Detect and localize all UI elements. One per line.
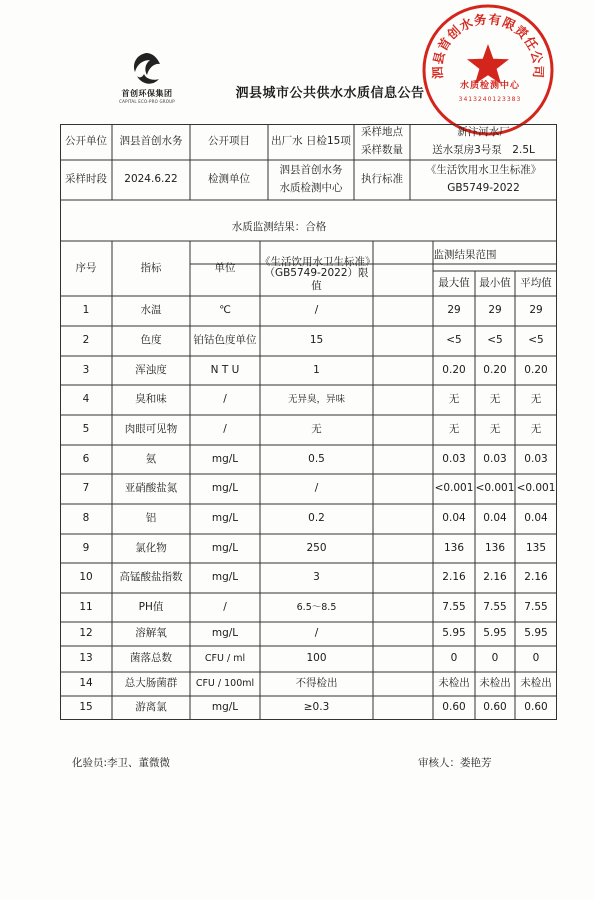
row-avg: 0.04 [524, 512, 548, 525]
sampling-time-value: 2024.6.22 [124, 173, 178, 186]
qty-label: 采样数量 [361, 144, 403, 157]
row-limit: 250 [306, 541, 327, 554]
row-item: 肉眼可见物 [124, 423, 178, 436]
row-min: 无 [489, 393, 501, 406]
row-unit: / [223, 600, 227, 613]
row-no: 6 [82, 452, 90, 465]
row-limit: 6.5～8.5 [296, 601, 337, 613]
row-item: 菌落总数 [130, 652, 172, 665]
row-limit: 不得检出 [295, 677, 338, 690]
official-seal [418, 0, 558, 140]
row-max: 未检出 [438, 677, 470, 690]
row-unit: CFU / 100ml [195, 678, 255, 690]
header-unit: 单位 [214, 261, 236, 274]
disclose-unit-label: 公开单位 [65, 135, 107, 148]
row-no: 4 [82, 393, 90, 406]
row-item: 高锰酸盐指数 [119, 571, 183, 584]
row-no: 2 [82, 334, 90, 347]
row-limit: ≥0.3 [303, 701, 330, 714]
row-unit: mg/L [211, 541, 239, 554]
row-max: 0.04 [442, 512, 466, 525]
row-no: 14 [79, 677, 93, 690]
row-max: <5 [446, 334, 462, 347]
row-item: 氯化物 [135, 541, 167, 554]
disclose-item-label: 公开项目 [208, 135, 250, 148]
row-no: 13 [79, 652, 93, 665]
page-title: 泗县城市公共供水水质信息公告 [235, 86, 425, 101]
row-max: 7.55 [442, 600, 466, 613]
header-item: 指标 [140, 261, 162, 274]
row-min: 0.20 [483, 363, 507, 376]
row-min: 0.03 [483, 452, 507, 465]
site-label: 采样地点 [361, 126, 403, 139]
row-avg: 无 [530, 423, 542, 436]
row-item: 浑浊度 [135, 363, 167, 376]
row-max: <0.001 [434, 482, 474, 495]
row-item: 色度 [140, 334, 162, 347]
testers: 化验员:李卫、董微微 [72, 757, 171, 769]
row-limit: / [314, 482, 319, 495]
row-no: 10 [79, 571, 93, 584]
row-no: 8 [82, 512, 90, 525]
row-avg: 无 [530, 393, 542, 406]
lab-value-line2: 水质检测中心 [279, 182, 343, 195]
row-limit: 无 [311, 423, 322, 436]
row-limit: 15 [309, 334, 324, 347]
row-avg: 0 [532, 652, 540, 665]
row-no: 1 [82, 304, 90, 317]
row-unit: CFU / ml [204, 653, 246, 665]
standard-value-line2: GB5749-2022 [447, 182, 520, 195]
row-min: <5 [487, 334, 503, 347]
row-no: 9 [82, 541, 90, 554]
row-unit: mg/L [211, 701, 239, 714]
row-unit: mg/L [211, 627, 239, 640]
row-min: 136 [484, 541, 506, 554]
row-unit: / [223, 393, 227, 406]
row-max: 无 [448, 393, 460, 406]
row-min: <0.001 [475, 482, 515, 495]
row-unit: 铂钴色度单位 [193, 334, 257, 347]
row-limit: 3 [313, 571, 320, 584]
row-avg: 0.03 [524, 452, 548, 465]
row-item: 臭和味 [135, 393, 167, 406]
lab-label: 检测单位 [208, 173, 250, 186]
reviewer: 审核人：娄艳芳 [418, 757, 492, 769]
row-avg: 0.60 [524, 701, 548, 714]
standard-value-line1: 《生活饮用水卫生标准》 [425, 164, 542, 177]
standard-label: 执行标准 [361, 173, 403, 186]
row-avg: 29 [529, 304, 543, 317]
row-max: 无 [448, 423, 460, 436]
seal-subtitle: 水质检测中心 [459, 81, 520, 91]
row-no: 11 [79, 600, 93, 613]
row-limit: 0.5 [308, 452, 325, 465]
svg-text:泗县首创水务有限责任公司: 泗县首创水务有限责任公司 [429, 11, 547, 80]
disclose-unit-value: 泗县首创水务 [119, 135, 183, 148]
row-max: 0.60 [442, 701, 466, 714]
header-avg: 平均值 [520, 276, 552, 289]
row-limit: 100 [306, 652, 327, 665]
row-item: 水温 [140, 304, 162, 317]
row-avg: 7.55 [524, 600, 548, 613]
header-range: 监测结果范围 [433, 249, 497, 262]
row-item: 亚硝酸盐氮 [124, 482, 178, 495]
header-limit-line1: 《生活饮用水卫生标准》 [260, 256, 376, 269]
row-max: 0.03 [442, 452, 466, 465]
row-item: PH值 [138, 600, 164, 613]
row-item: 铝 [145, 512, 157, 525]
row-avg: 135 [525, 541, 547, 554]
row-unit: mg/L [211, 482, 239, 495]
row-item: 氨 [145, 452, 157, 465]
header-max: 最大值 [438, 276, 470, 289]
sampling-time-label: 采样时段 [65, 173, 107, 186]
row-avg: <5 [528, 334, 544, 347]
row-avg: 5.95 [524, 627, 548, 640]
row-no: 5 [82, 423, 90, 436]
header-limit-line2: （GB5749-2022）限值 [264, 266, 369, 292]
site-value: 新汴河水厂 [457, 126, 510, 139]
row-min: 29 [488, 304, 502, 317]
row-max: 136 [443, 541, 465, 554]
company-logo [104, 50, 190, 110]
qty-value: 送水泵房3号泵 2.5L [432, 144, 535, 157]
row-min: 5.95 [483, 627, 507, 640]
row-no: 7 [82, 482, 90, 495]
header-min: 最小值 [479, 276, 511, 289]
header-no: 序号 [75, 261, 97, 274]
row-no: 15 [79, 701, 93, 714]
row-limit: 0.2 [308, 512, 325, 525]
row-limit: 无异臭，异味 [287, 394, 345, 406]
row-unit: mg/L [211, 452, 239, 465]
row-no: 12 [79, 627, 93, 640]
row-max: 2.16 [442, 571, 466, 584]
row-min: 7.55 [483, 600, 507, 613]
row-unit: ℃ [219, 304, 231, 317]
row-limit: / [314, 304, 319, 317]
row-limit: / [314, 627, 319, 640]
lab-value-line1: 泗县首创水务 [279, 164, 343, 177]
row-max: 5.95 [442, 627, 466, 640]
row-unit: / [223, 423, 227, 436]
logo-name-cn: 首创环保集团 [121, 89, 173, 98]
row-no: 3 [82, 363, 90, 376]
row-unit: mg/L [211, 571, 239, 584]
row-avg: <0.001 [516, 482, 556, 495]
seal-number: 3413240123383 [458, 96, 522, 103]
row-avg: 0.20 [524, 363, 548, 376]
disclose-item-value: 出厂水 日检15项 [271, 135, 351, 148]
row-min: 0.60 [483, 701, 507, 714]
row-min: 0.04 [483, 512, 507, 525]
row-unit: mg/L [211, 512, 239, 525]
row-item: 游离氯 [135, 701, 167, 714]
row-unit: N T U [210, 363, 240, 376]
row-max: 0.20 [442, 363, 466, 376]
result-line: 水质监测结果：合格 [231, 221, 327, 234]
logo-icon [126, 50, 166, 90]
row-item: 总大肠菌群 [124, 677, 178, 690]
row-min: 2.16 [483, 571, 507, 584]
row-min: 无 [489, 423, 501, 436]
row-item: 溶解氧 [135, 627, 167, 640]
row-avg: 未检出 [520, 677, 552, 690]
row-min: 未检出 [479, 677, 511, 690]
row-min: 0 [491, 652, 499, 665]
row-limit: 1 [313, 363, 320, 376]
row-avg: 2.16 [524, 571, 548, 584]
logo-name-en: CAPITAL ECO-PRO GROUP [119, 99, 175, 104]
row-max: 29 [447, 304, 461, 317]
row-max: 0 [450, 652, 458, 665]
